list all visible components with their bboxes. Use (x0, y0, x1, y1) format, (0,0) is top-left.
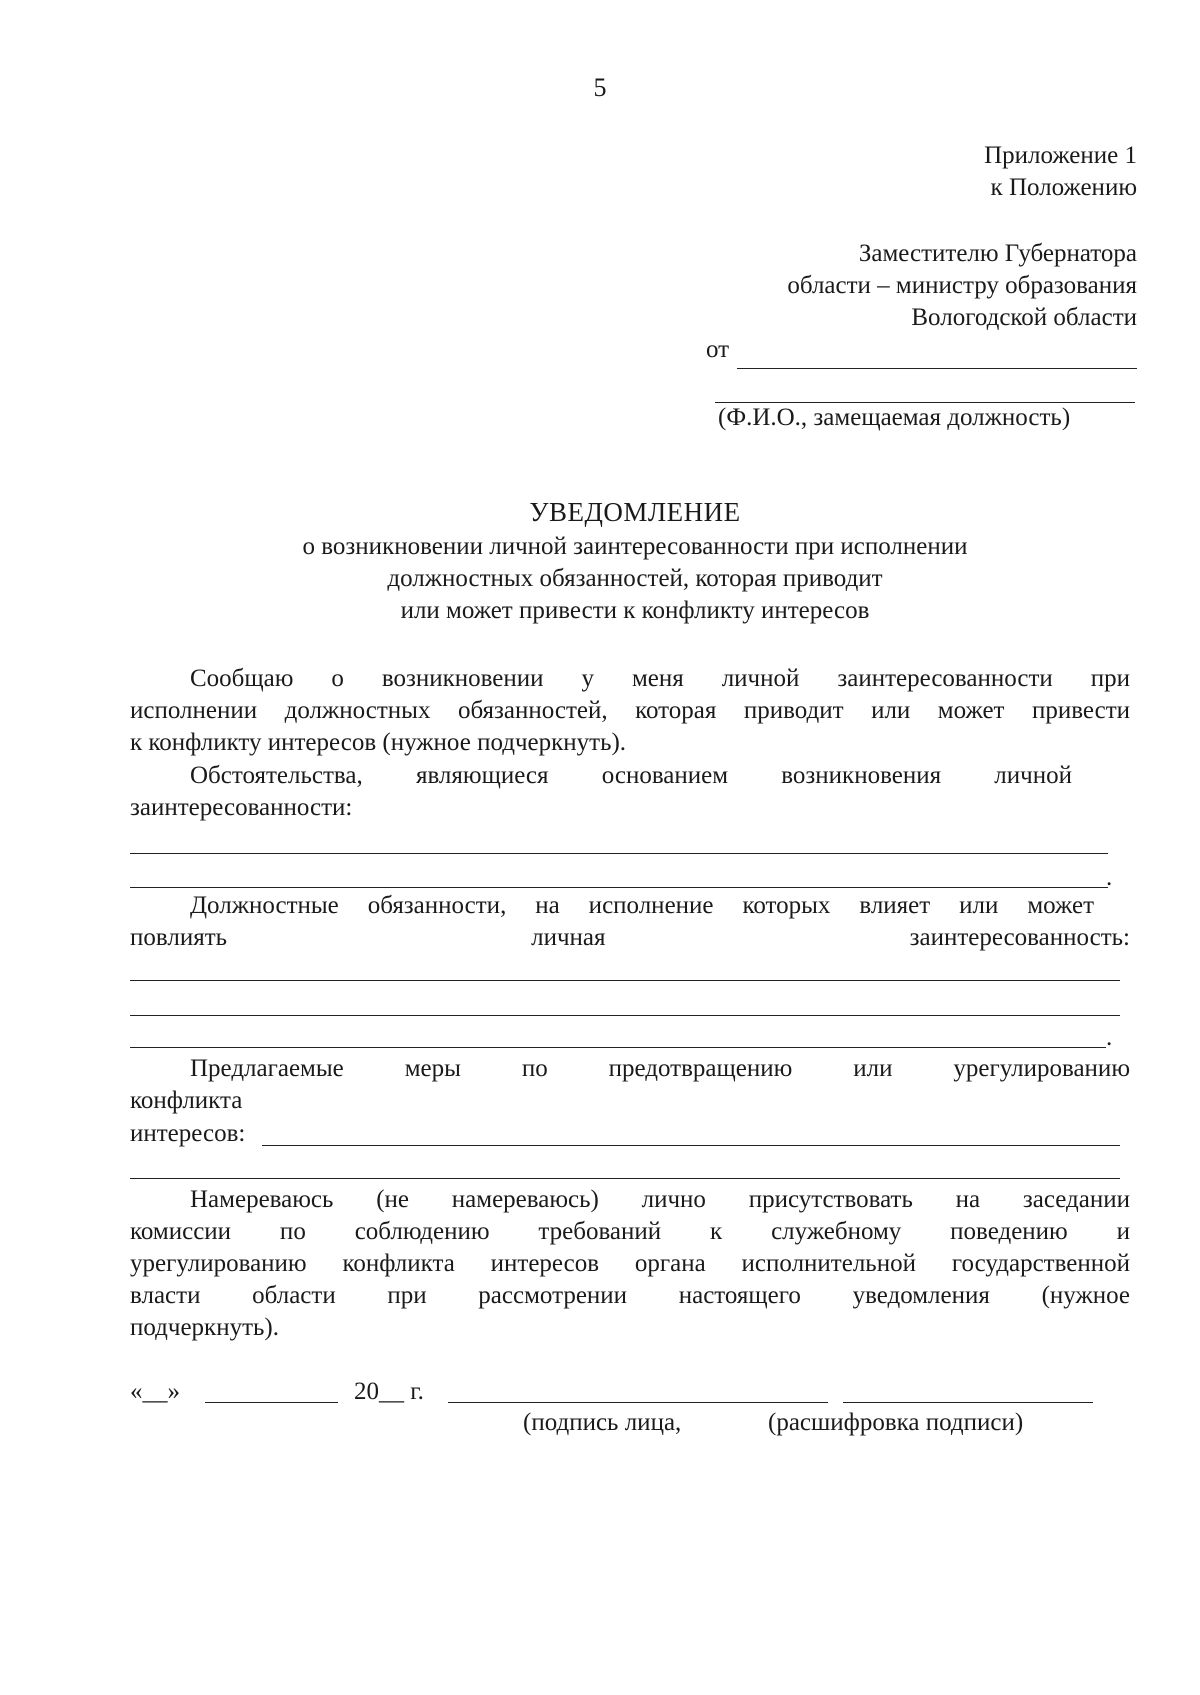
signature-line[interactable] (448, 1402, 828, 1403)
addressee-line-1: Заместителю Губернатора (858, 240, 1137, 267)
appendix-line-1: Приложение 1 (984, 142, 1137, 169)
paragraph-4-line-2: конфликта (130, 1087, 243, 1114)
circumstances-line-1[interactable] (130, 853, 1108, 854)
title-subline-3: или может привести к конфликту интересов (400, 597, 870, 624)
duties-line-2[interactable] (130, 1015, 1120, 1016)
title-subline-1: о возникновении личной заинтересованности при исполнении (302, 533, 968, 560)
date-day: «__» (130, 1378, 180, 1405)
circumstances-line-2[interactable] (130, 887, 1108, 888)
duties-line-3[interactable] (130, 1047, 1106, 1048)
paragraph-5-line-1: Намереваюсь (не намереваюсь) лично присутствовать на заседании (190, 1186, 1130, 1213)
paragraph-5-line-5: подчеркнуть). (130, 1314, 279, 1341)
appendix-line-2: к Положению (990, 174, 1137, 201)
duties-period: . (1106, 1024, 1113, 1051)
paragraph-1-line-1: Сообщаю о возникновении у меня личной заинтересованности при (190, 665, 1130, 692)
from-line-1[interactable] (737, 368, 1137, 369)
paragraph-2-line-2: заинтересованности: (130, 794, 353, 821)
title-subline-2: должностных обязанностей, которая приводит (387, 565, 883, 592)
paragraph-5-line-2: комиссии по соблюдению требований к служебному поведению и (130, 1218, 1130, 1245)
document-title: УВЕДОМЛЕНИЕ (529, 497, 741, 527)
paragraph-1-line-2: исполнении должностных обязанностей, которая приводит или может привести (130, 697, 1130, 724)
paragraph-3-line-2: повлиять личная заинтересованность: (130, 924, 1130, 951)
paragraph-2-line-1: Обстоятельства, являющиеся основанием возникновения личной (190, 762, 1072, 789)
paragraph-4-line-1: Предлагаемые меры по предотвращению или урегулированию (190, 1055, 1130, 1082)
date-month-line[interactable] (205, 1402, 338, 1403)
paragraph-4-line-3: интересов: (130, 1120, 246, 1147)
paragraph-5-line-4: власти области при рассмотрении настоящего уведомления (нужное (130, 1282, 1130, 1309)
addressee-line-3: Вологодской области (911, 304, 1137, 331)
page-number: 5 (593, 73, 607, 102)
circumstances-period: . (1106, 864, 1113, 891)
from-label: от (706, 336, 730, 363)
signature-caption: (подпись лица, (523, 1409, 682, 1436)
paragraph-3-line-1: Должностные обязанности, на исполнение которых влияет или может (190, 892, 1094, 919)
paragraph-1-line-3: к конфликту интересов (нужное подчеркнуть). (130, 729, 627, 756)
addressee-line-2: области – министру образования (787, 272, 1137, 299)
fio-caption: (Ф.И.О., замещаемая должность) (718, 404, 1071, 431)
paragraph-5-line-3: урегулированию конфликта интересов органа исполнительной государственной (130, 1250, 1130, 1277)
measures-line-2[interactable] (130, 1178, 1120, 1179)
measures-line-1[interactable] (262, 1145, 1120, 1146)
decoding-caption: (расшифровка подписи) (768, 1409, 1024, 1436)
signature-decoding-line[interactable] (843, 1402, 1093, 1403)
date-year: 20__ г. (354, 1378, 424, 1405)
duties-line-1[interactable] (130, 980, 1120, 981)
